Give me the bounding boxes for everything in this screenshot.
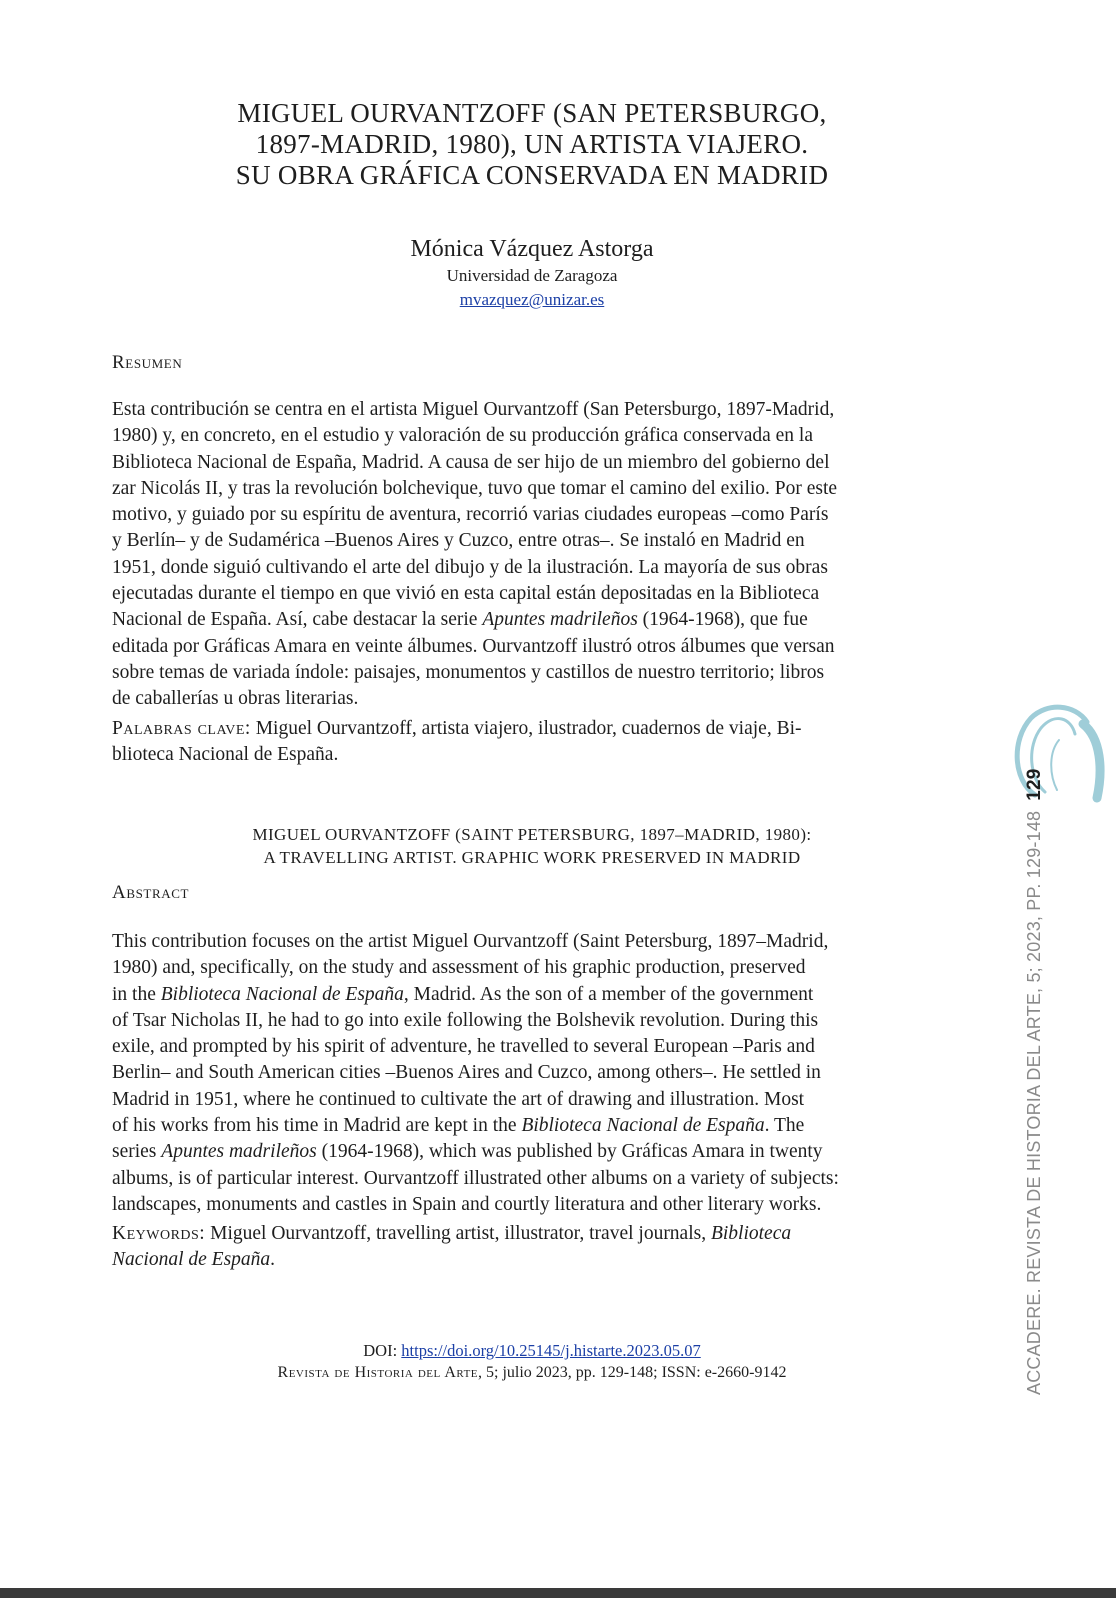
resumen-body [112,397,952,713]
resumen-line: editada por Gráficas Amara en veinte álbumes. Ourvantzoff ilustró otros álbumes que versan [112,635,835,657]
abstract-text: of his works from his time in Madrid are kept in the [112,1115,522,1137]
keywords-line [112,1221,952,1247]
english-title [112,823,952,869]
doi-line [112,1340,952,1362]
resumen-line: ejecutadas durante el tiempo en que vivió en esta capital están depositadas en la Biblioteca [112,583,820,605]
english-title-line: MIGUEL OURVANTZOFF (SAINT PETERSBURG, 1897–MADRID, 1980): [252,825,812,844]
library-name: Biblioteca Nacional de España [521,1115,765,1137]
keywords-italic: Biblioteca [710,1223,792,1244]
resumen-line: 1980) y, en concreto, en el estudio y valoración de su producción gráfica conservada en la [112,425,814,447]
abstract-text: (1964-1968), which was published by Gráficas Amara in twenty [316,1141,823,1163]
palabras-clave-label: Palabras clave: [112,718,251,739]
journal-logo-icon [1005,700,1105,805]
resumen-line: Esta contribución se centra en el artista Miguel Ourvantzoff (San Petersburgo, 1897-Madrid, [112,399,835,420]
resumen-line: 1951, donde siguió cultivando el arte del dibujo y de la ilustración. La mayoría de sus obras [112,556,828,578]
series-title: Apuntes madrileños [161,1141,317,1163]
abstract-line: 1980) and, specifically, on the study and assessment of his graphic production, preserved [112,957,806,979]
abstract-line: This contribution focuses on the artist Miguel Ourvantzoff (Saint Petersburg, 1897–Madrid, [112,931,829,952]
article-title [112,98,952,191]
running-head [1024,768,1046,1395]
abstract-text: series [112,1141,162,1163]
abstract-line: albums, is of particular interest. Ourvantzoff illustrated other albums on a variety of subjects: [112,1167,839,1189]
resumen-line: Biblioteca Nacional de España, Madrid. A causa de ser hijo de un miembro del gobierno del [112,451,830,473]
journal-citation [112,1362,952,1384]
author-name: Mónica Vázquez Astorga [410,236,654,262]
author-block [112,234,952,312]
title-line: MIGUEL OURVANTZOFF (SAN PETERSBURGO, [237,98,827,128]
journal-name: Revista de Historia del Arte [277,1364,479,1381]
abstract-line [112,982,952,1008]
palabras-clave [112,716,952,769]
abstract-line: landscapes, monuments and castles in Spain and courtly literatura and other literary works. [112,1193,822,1215]
keywords-line [112,1247,952,1273]
abstract-line: of Tsar Nicholas II, he had to go into exile following the Bolshevik revolution. During this [112,1009,819,1031]
keywords-text: . [270,1249,276,1271]
resumen-line: de caballerías u obras literarias. [112,688,359,710]
page-number: 129 [1024,768,1045,801]
palabras-clave-line: blioteca Nacional de España. [112,744,339,766]
resumen-line: sobre temas de variada índole: paisajes, monumentos y castillos de nuestro territorio; libros [112,661,825,683]
doi-link[interactable]: https://doi.org/10.25145/j.histarte.2023.05.07 [401,1341,701,1360]
title-line: SU OBRA GRÁFICA CONSERVADA EN MADRID [235,160,829,190]
keywords-label: Keywords: [112,1223,206,1244]
keywords-text: Miguel Ourvantzoff, travelling artist, illustrator, travel journals, [205,1223,711,1244]
abstract-line: Madrid in 1951, where he continued to cultivate the art of drawing and illustration. Most [112,1088,805,1110]
resumen-text: Nacional de España. Así, cabe destacar la serie [112,609,483,631]
footer [112,1340,952,1384]
series-title: Apuntes madrileños [482,609,638,631]
resumen-line: zar Nicolás II, y tras la revolución bolchevique, tuvo que tomar el camino del exilio. Por este [112,477,838,499]
keywords-italic: Nacional de España [112,1249,271,1271]
resumen-line [112,607,952,633]
abstract-text: . The [764,1115,805,1137]
doi-label: DOI: [363,1341,402,1360]
english-title-line: A TRAVELLING ARTIST. GRAPHIC WORK PRESERVED IN MADRID [263,848,801,867]
abstract-text: , Madrid. As the son of a member of the government [403,983,814,1005]
bottom-divider [0,1588,1116,1598]
abstract-text: in the [112,983,161,1005]
title-line: 1897-MADRID, 1980), UN ARTISTA VIAJERO. [255,129,809,159]
resumen-text: (1964-1968), que fue [637,609,808,631]
abstract-body [112,929,952,1218]
abstract-line: Berlin– and South American cities –Buenos Aires and Cuzco, among others–. He settled in [112,1062,821,1084]
abstract-line: exile, and prompted by his spirit of adventure, he travelled to several European –Paris and [112,1036,815,1058]
running-head-text: ACCADERE. REVISTA DE HISTORIA DEL ARTE, 5; 2023, PP. 129-148 [1024,810,1044,1395]
palabras-clave-line [112,716,952,742]
resumen-line: y Berlín– y de Sudamérica –Buenos Aires y Cuzco, entre otras–. Se instaló en Madrid en [112,530,805,552]
journal-details: , 5; julio 2023, pp. 129-148; ISSN: e-2660-9142 [478,1364,787,1381]
author-email-link[interactable]: mvazquez@unizar.es [459,290,605,309]
keywords [112,1221,952,1274]
abstract-line [112,1139,952,1165]
library-name: Biblioteca Nacional de España [160,983,404,1005]
abstract-heading: Abstract [112,882,190,903]
palabras-clave-text: Miguel Ourvantzoff, artista viajero, ilustrador, cuadernos de viaje, Bi- [250,718,802,739]
resumen-line: motivo, y guiado por su espíritu de aventura, recorrió varias ciudades europeas –como París [112,504,829,526]
resumen-heading: Resumen [112,352,183,373]
abstract-line [112,1113,952,1139]
author-institution: Universidad de Zaragoza [446,266,618,285]
